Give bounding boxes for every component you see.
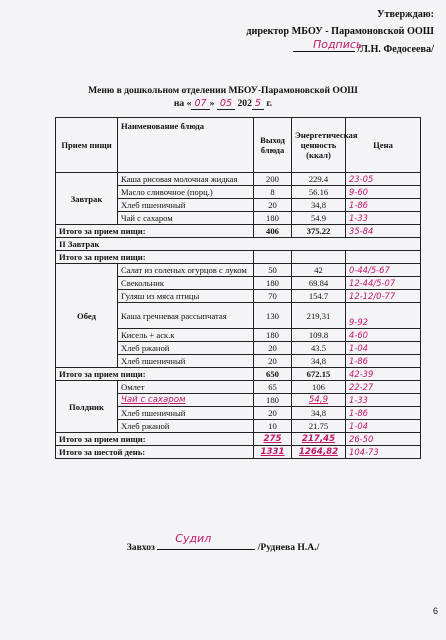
total-energy: 375.22 bbox=[292, 225, 346, 238]
header-energy: Энергетическая ценность (ккал) bbox=[292, 118, 346, 173]
footer-role: Завхоз bbox=[126, 542, 155, 553]
date-day: 07 bbox=[191, 98, 209, 110]
dish-yield: 180 bbox=[254, 394, 292, 407]
dish-price: 1-33 bbox=[346, 212, 421, 225]
title-date: на « 07 » 05 202 5 г. bbox=[173, 98, 273, 109]
director-name: /Л.Н. Федосеева/ bbox=[357, 44, 434, 55]
dish-name: Хлеб ржаной bbox=[118, 342, 254, 355]
dish-name: Хлеб ржаной bbox=[118, 420, 254, 433]
total-label: Итого за прием пищи: bbox=[56, 225, 254, 238]
total-row bbox=[56, 368, 421, 381]
dish-energy: 229.4 bbox=[292, 173, 346, 186]
approval-position: директор МБОУ - Парамоновской ООШ bbox=[246, 26, 434, 37]
total-yield: 650 bbox=[254, 368, 292, 381]
dish-yield: 20 bbox=[254, 355, 292, 368]
dish-price: 9-60 bbox=[346, 186, 421, 199]
total-row bbox=[56, 225, 421, 238]
dish-name: Гуляш из мяса птицы bbox=[118, 290, 254, 303]
dish-yield: 130 bbox=[254, 303, 292, 329]
table-row bbox=[56, 264, 421, 277]
dish-price: 9-92 bbox=[346, 303, 421, 329]
header-meal: Прием пищи bbox=[56, 118, 118, 173]
table-row bbox=[56, 173, 421, 186]
menu-table bbox=[55, 117, 421, 459]
dish-price: 22-27 bbox=[346, 381, 421, 394]
dish-energy: 34,8 bbox=[292, 355, 346, 368]
dish-price: 1-86 bbox=[346, 355, 421, 368]
dish-price: 23-05 bbox=[346, 173, 421, 186]
dish-price: 0-44/5-67 bbox=[346, 264, 421, 277]
dish-name: Кисель + аск.к bbox=[118, 329, 254, 342]
total-price: 26-50 bbox=[346, 433, 421, 446]
total-price: 104-73 bbox=[346, 446, 421, 459]
dish-energy: 69.84 bbox=[292, 277, 346, 290]
dish-yield: 180 bbox=[254, 329, 292, 342]
header-dish: Наименование блюда bbox=[118, 118, 254, 173]
dish-name: Каша гречневая рассыпчатая bbox=[118, 303, 254, 329]
total-label: Итого за прием пищи: bbox=[56, 433, 254, 446]
total-energy: 1264,82 bbox=[292, 446, 346, 459]
director-signature: Подпись bbox=[312, 38, 363, 51]
meal-name: Полдник bbox=[56, 381, 118, 433]
total-yield: 1331 bbox=[254, 446, 292, 459]
dish-energy: 43.5 bbox=[292, 342, 346, 355]
dish-yield: 65 bbox=[254, 381, 292, 394]
section-label: II Завтрак bbox=[56, 238, 421, 251]
dish-yield: 180 bbox=[254, 212, 292, 225]
header-price: Цена bbox=[346, 118, 421, 173]
dish-yield: 20 bbox=[254, 342, 292, 355]
total-price: 35-84 bbox=[346, 225, 421, 238]
dish-price: 1-04 bbox=[346, 420, 421, 433]
dish-yield: 50 bbox=[254, 264, 292, 277]
footer-handwritten-signature: Судил bbox=[175, 532, 212, 545]
approval-signature-line bbox=[246, 40, 434, 58]
dish-price: 1-86 bbox=[346, 199, 421, 212]
dish-name: Салат из соленых огурцов с луком bbox=[118, 264, 254, 277]
dish-energy: 106 bbox=[292, 381, 346, 394]
signature-field bbox=[293, 38, 363, 52]
title-line: Меню в дошкольном отделении МБОУ-Парамоновской ООШ bbox=[88, 85, 358, 96]
dish-yield: 10 bbox=[254, 420, 292, 433]
total-yield: 275 bbox=[254, 433, 292, 446]
total-price: 42-39 bbox=[346, 368, 421, 381]
dish-energy: 21.75 bbox=[292, 420, 346, 433]
approval-heading: Утверждаю: bbox=[377, 9, 434, 20]
total-row bbox=[56, 251, 421, 264]
total-label: Итого за шестой день: bbox=[56, 446, 254, 459]
approval-block bbox=[246, 6, 434, 58]
day-total-row bbox=[56, 446, 421, 459]
dish-energy: 54,9 bbox=[292, 394, 346, 407]
dish-name: Чай с сахаром bbox=[118, 212, 254, 225]
dish-name: Свекольник bbox=[118, 277, 254, 290]
total-yield: 406 bbox=[254, 225, 292, 238]
header-yield: Выход блюда bbox=[254, 118, 292, 173]
date-month: 05 bbox=[217, 98, 235, 110]
dish-name: Масло сливочное (порц.) bbox=[118, 186, 254, 199]
dish-name: Каша рисовая молочная жидкая bbox=[118, 173, 254, 186]
meal-name: Завтрак bbox=[56, 173, 118, 225]
dish-name: Хлеб пшеничный bbox=[118, 407, 254, 420]
dish-yield: 70 bbox=[254, 290, 292, 303]
dish-yield: 20 bbox=[254, 407, 292, 420]
dish-price: 1-33 bbox=[346, 394, 421, 407]
dish-yield: 200 bbox=[254, 173, 292, 186]
dish-price: 4-60 bbox=[346, 329, 421, 342]
dish-price: 12-44/5-07 bbox=[346, 277, 421, 290]
total-label: Итого за прием пищи: bbox=[56, 368, 254, 381]
total-energy: 217,45 bbox=[292, 433, 346, 446]
dish-price: 1-86 bbox=[346, 407, 421, 420]
dish-energy: 42 bbox=[292, 264, 346, 277]
footer-name: /Руднева Н.А./ bbox=[257, 542, 320, 553]
dish-energy: 109.8 bbox=[292, 329, 346, 342]
dish-name: Омлет bbox=[118, 381, 254, 394]
dish-name: Хлеб пшеничный bbox=[118, 355, 254, 368]
dish-energy: 54.9 bbox=[292, 212, 346, 225]
footer-signature-field bbox=[157, 532, 255, 550]
dish-name: Чай с сахаром bbox=[118, 394, 254, 407]
dish-energy: 56.16 bbox=[292, 186, 346, 199]
section-row bbox=[56, 238, 421, 251]
menu-title bbox=[0, 84, 446, 110]
dish-energy: 219,31 bbox=[292, 303, 346, 329]
dish-energy: 154.7 bbox=[292, 290, 346, 303]
total-row bbox=[56, 433, 421, 446]
total-label: Итого за прием пищи: bbox=[56, 251, 254, 264]
table-header-row bbox=[56, 118, 421, 173]
dish-yield: 20 bbox=[254, 199, 292, 212]
meal-name: Обед bbox=[56, 264, 118, 368]
dish-energy: 34,8 bbox=[292, 407, 346, 420]
dish-energy: 34,8 bbox=[292, 199, 346, 212]
dish-price: 1-04 bbox=[346, 342, 421, 355]
date-year-digit: 5 bbox=[252, 98, 264, 110]
dish-name: Хлеб пшеничный bbox=[118, 199, 254, 212]
footer-signature bbox=[0, 532, 446, 553]
dish-yield: 8 bbox=[254, 186, 292, 199]
table-row bbox=[56, 381, 421, 394]
dish-yield: 180 bbox=[254, 277, 292, 290]
total-energy: 672.15 bbox=[292, 368, 346, 381]
dish-price: 12-12/0-77 bbox=[346, 290, 421, 303]
page-number: 6 bbox=[432, 606, 438, 616]
